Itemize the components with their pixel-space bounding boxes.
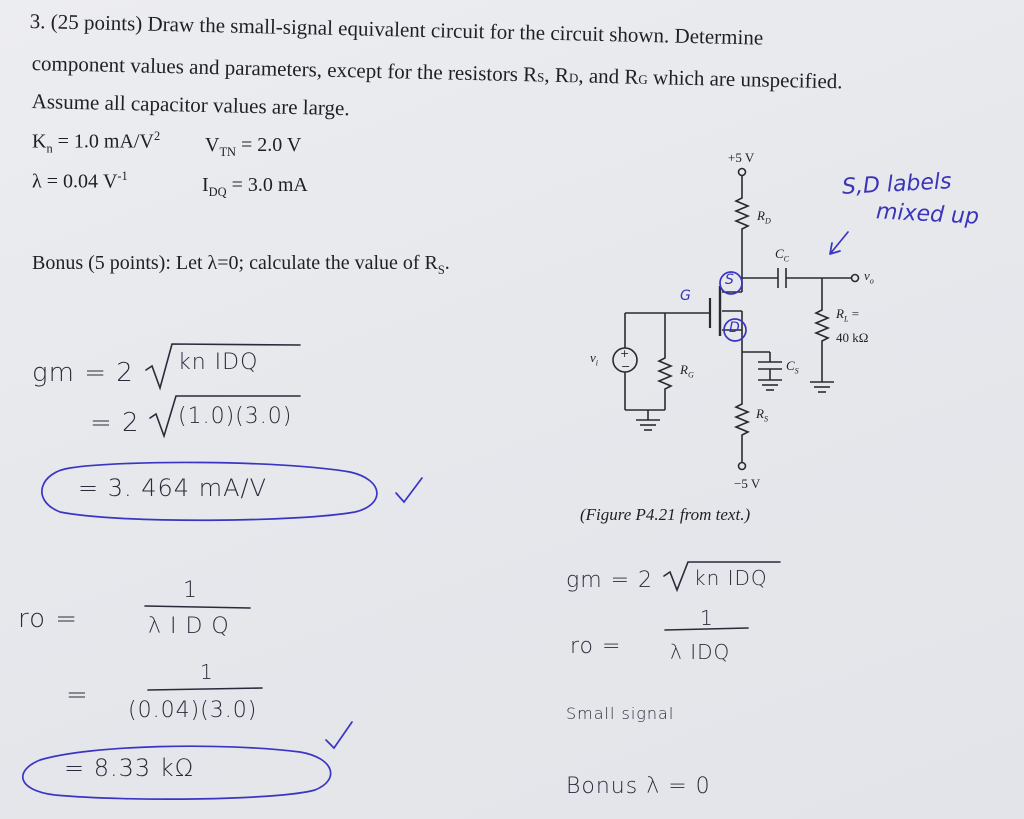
vo-label: $v_o$ <box>864 268 874 286</box>
vss-terminal <box>739 463 746 470</box>
work-gm-right-radicand: kn IDQ <box>694 566 768 590</box>
vdd-label: +5 V <box>728 150 755 165</box>
problem-line-2: component values and parameters, except for the resistors RS, RD, and RG which are unspecified. <box>31 51 843 94</box>
rd-resistor <box>736 192 748 236</box>
rs-resistor <box>736 400 748 462</box>
work-ro-right-denominator: λ IDQ <box>670 640 731 664</box>
work-ro-right-label: ro = <box>570 634 622 659</box>
work-ro-label: ro = <box>18 604 79 634</box>
work-ro-eq-2: = <box>66 680 89 710</box>
vo-terminal <box>852 275 859 282</box>
rs-label: $R_S$ <box>756 406 768 424</box>
work-gm-line-1-radicand: kn IDQ <box>178 350 259 375</box>
work-ro-denominator-2: (0.04)(3.0) <box>128 698 258 723</box>
problem-line-3: Assume all capacitor values are large. <box>31 89 350 121</box>
svg-text:+: + <box>620 347 630 360</box>
work-ro-numerator-2: 1 <box>200 660 214 684</box>
param-vtn: $V_{TN} = 2.0$ V <box>205 134 302 159</box>
problem-line-2-rest: which are unspecified. <box>652 65 843 94</box>
problem-line-2-text: component values and parameters, except for the resistors R <box>31 51 538 87</box>
work-gm-line-2-radicand: (1.0)(3.0) <box>178 404 293 429</box>
vdd-terminal <box>739 169 746 176</box>
rl-resistor <box>816 306 828 352</box>
vi-label: $v_i$ <box>590 350 599 368</box>
vss-label: −5 V <box>734 476 761 491</box>
work-gm-result: = 3. 464 mA/V <box>78 474 268 502</box>
work-gm-right: gm = 2 <box>566 568 654 593</box>
problem-header: 3. (25 points) Draw the small-signal equivalent circuit for the circuit shown. Determine <box>29 9 764 50</box>
annot-arrow <box>830 232 848 254</box>
rg-label: $R_G$ <box>680 362 694 380</box>
svg-text:−: − <box>621 360 631 373</box>
cc-label: $C_C$ <box>775 246 790 264</box>
param-lambda: λ = 0.04 $V^{-1}$ <box>32 169 128 193</box>
param-idq: $I_{DQ} = 3.0$ mA <box>202 174 308 199</box>
work-gm-line-1: gm = 2 <box>32 358 134 388</box>
rl-value: 40 kΩ <box>836 330 869 345</box>
annot-check-gm <box>396 478 422 502</box>
figure-caption: (Figure P4.21 from text.) <box>580 505 751 524</box>
work-gm-line-2: = 2 <box>90 408 140 438</box>
annot-check-ro <box>326 722 352 748</box>
param-kn: $K_n = 1.0$ $mA/V^2$ <box>32 129 161 156</box>
ro-fraction-bar <box>145 606 250 608</box>
annot-node-g: G <box>680 288 691 304</box>
work-small-signal: Small signal <box>566 704 675 723</box>
ro-fraction-bar-2 <box>148 688 262 690</box>
annot-sd-note-1: S,D labels <box>841 169 953 200</box>
annot-node-s: S <box>725 272 734 288</box>
bonus-text: Bonus (5 points): Let λ=0; calculate the value of $R_S$. <box>32 252 450 277</box>
annot-sd-note-2: mixed up <box>875 199 980 230</box>
cs-label: $C_S$ <box>786 358 799 376</box>
rl-label: $R_L$ = <box>836 306 860 324</box>
work-ro-denominator: λ I D Q <box>148 614 230 639</box>
work-ro-result: = 8.33 kΩ <box>64 754 195 782</box>
rd-label: $R_D$ <box>757 208 771 226</box>
annot-node-d: D <box>729 320 740 336</box>
rg-resistor <box>659 354 671 410</box>
work-ro-numerator: 1 <box>183 578 198 603</box>
work-ro-right-numerator: 1 <box>700 606 714 630</box>
work-bonus-right: Bonus λ = 0 <box>566 774 711 799</box>
